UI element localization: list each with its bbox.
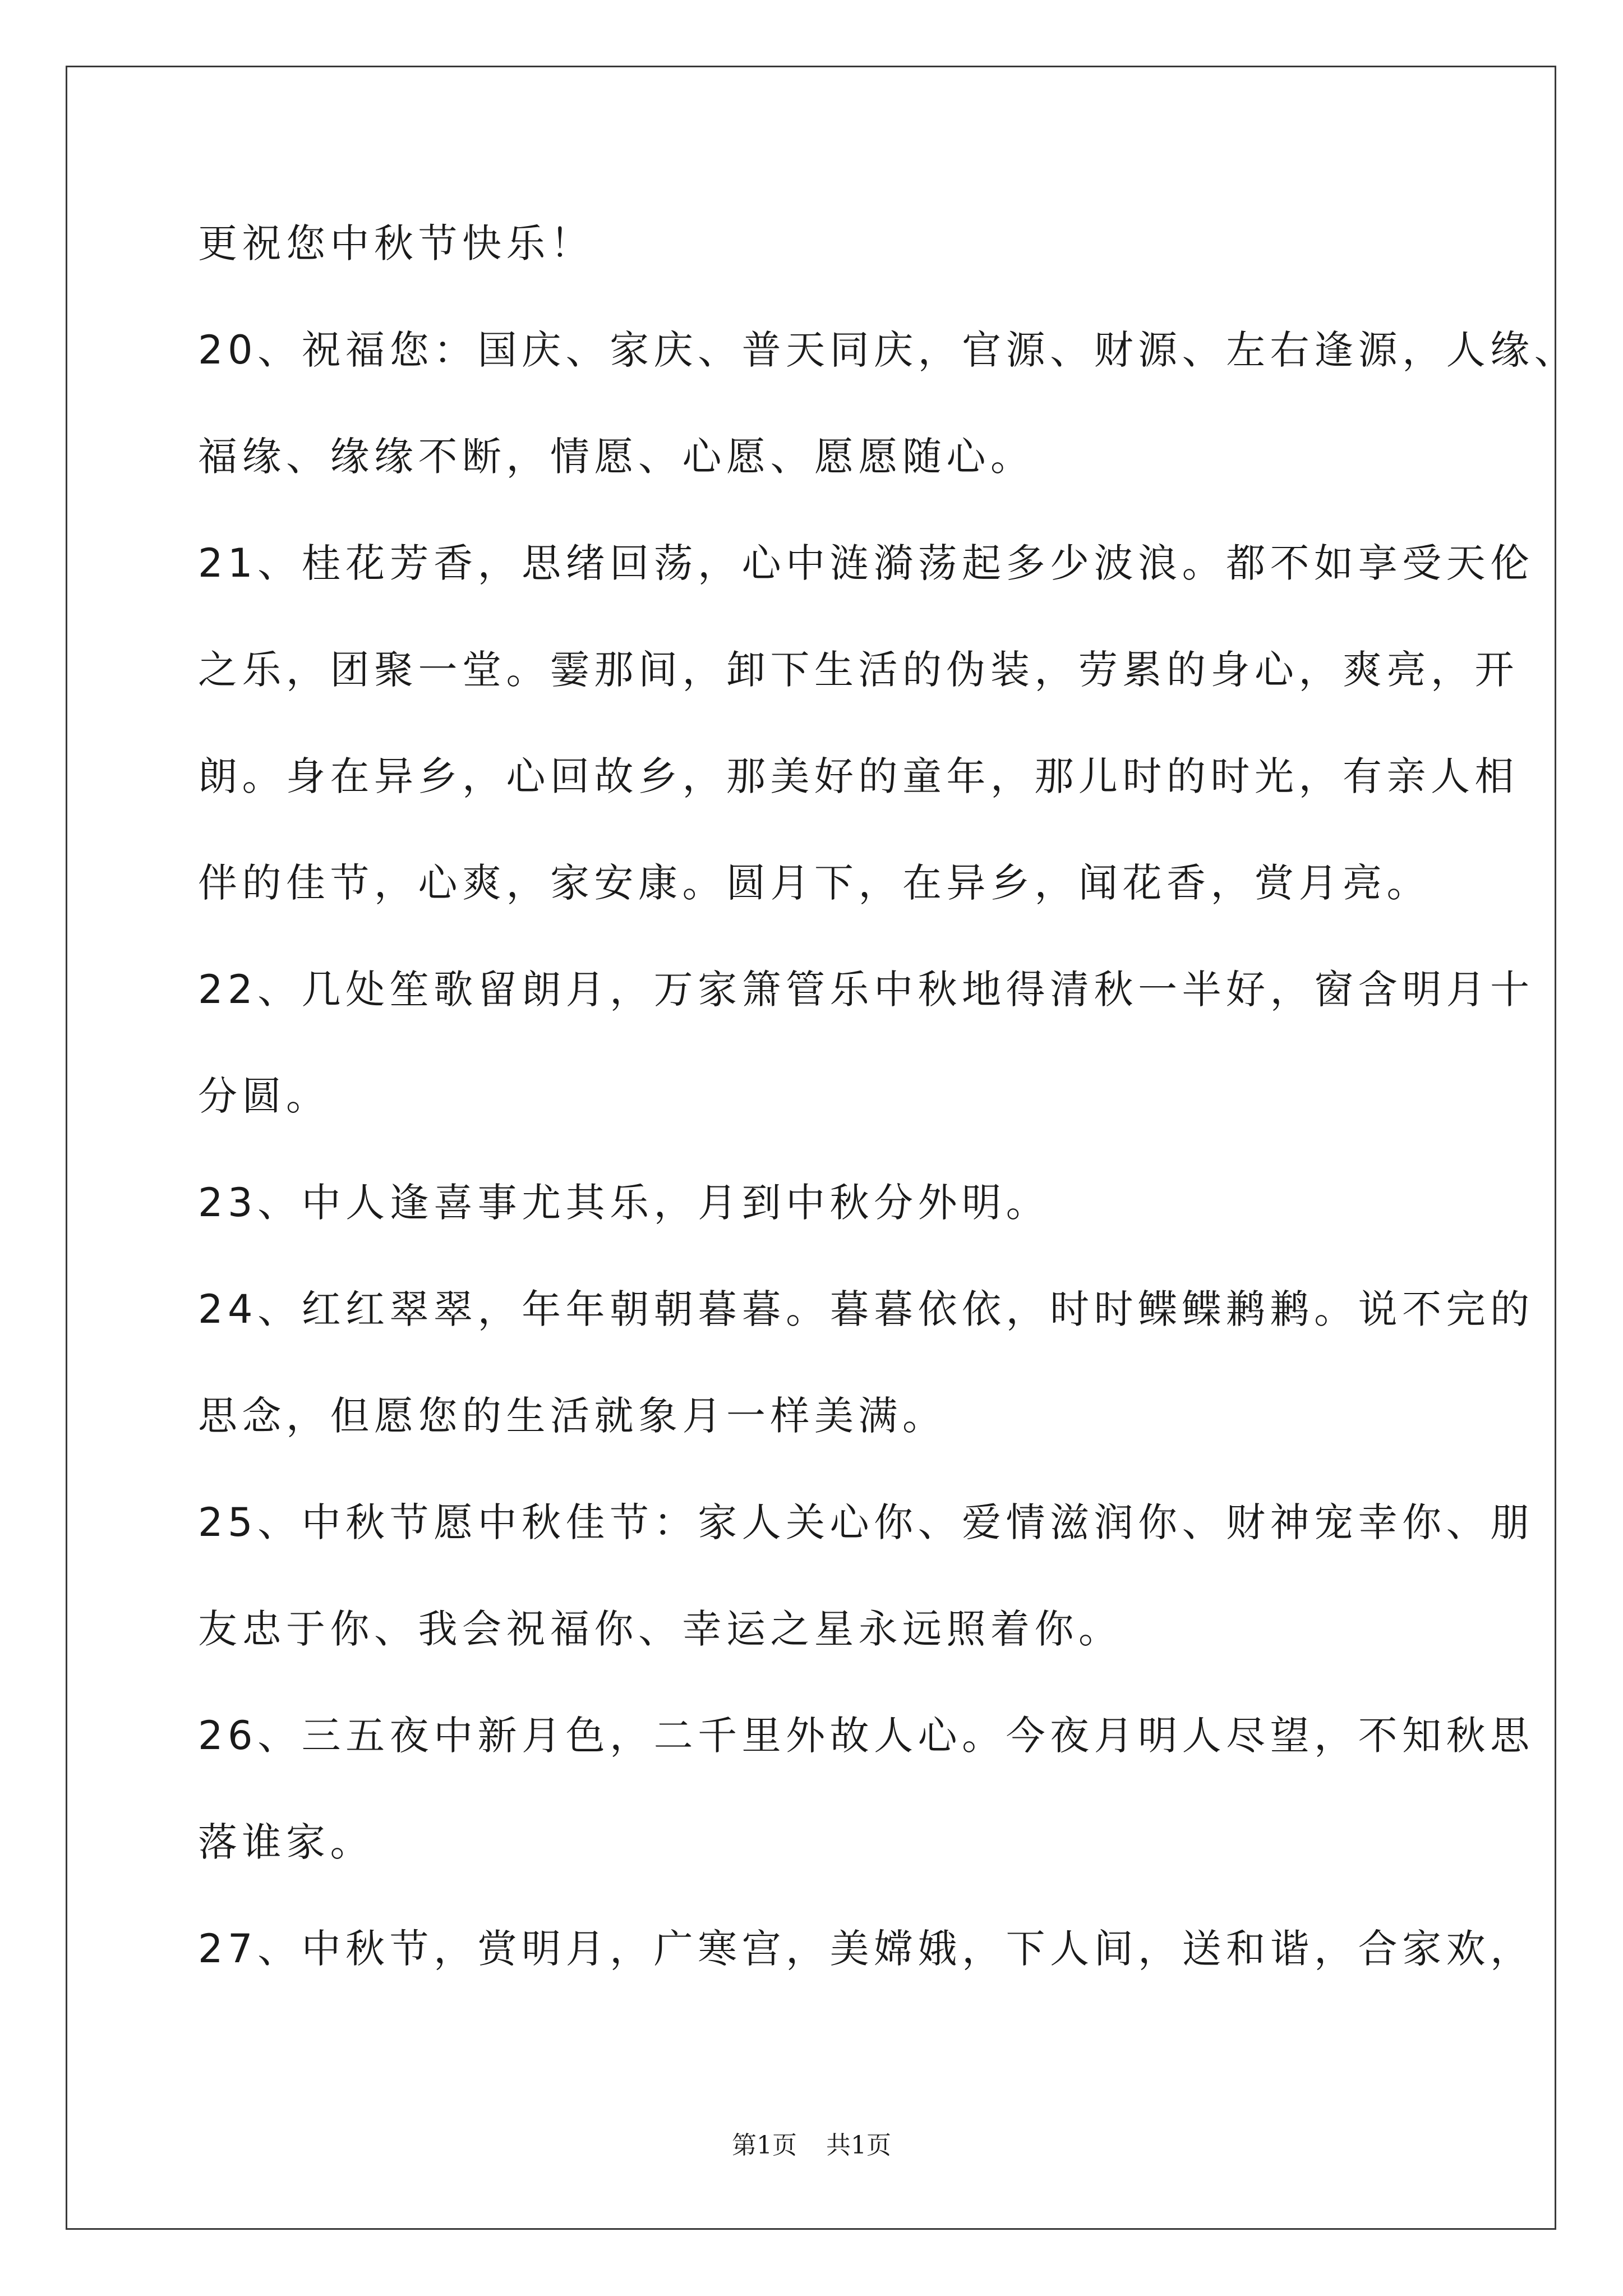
text-line: 24、红红翠翠，年年朝朝暮暮。暮暮依依，时时鲽鲽鹣鹣。说不完的 (198, 1286, 1534, 1332)
text-line: 分圆。 (198, 1073, 330, 1119)
text-line: 26、三五夜中新月色，二千里外故人心。今夜月明人尽望，不知秋思 (198, 1713, 1534, 1759)
text-line: 21、桂花芳香，思绪回荡，心中涟漪荡起多少波浪。都不如享受天伦 (198, 540, 1534, 586)
text-line: 25、中秋节愿中秋佳节：家人关心你、爱情滋润你、财神宠幸你、朋 (198, 1499, 1534, 1545)
text-line: 20、祝福您：国庆、家庆、普天同庆，官源、财源、左右逢源，人缘、 (198, 327, 1579, 373)
text-line: 22、几处笙歌留朗月，万家箫管乐中秋地得清秋一半好，窗含明月十 (198, 967, 1534, 1013)
text-line: 福缘、缘缘不断，情愿、心愿、愿愿随心。 (198, 434, 1035, 480)
page-total: 共1页 (826, 2131, 891, 2160)
text-line: 伴的佳节，心爽，家安康。圆月下，在异乡，闻花香，赏月亮。 (198, 860, 1431, 906)
document-body (198, 210, 1579, 2022)
text-line: 思念，但愿您的生活就象月一样美满。 (198, 1393, 947, 1439)
text-line: 更祝您中秋节快乐！ (198, 220, 594, 266)
page-footer (0, 2125, 1623, 2161)
text-line: 23、中人逢喜事尤其乐，月到中秋分外明。 (198, 1180, 1050, 1226)
text-line: 之乐，团聚一堂。霎那间，卸下生活的伪装，劳累的身心，爽亮，开 (198, 647, 1519, 693)
text-line: 27、中秋节，赏明月，广寒宫，美嫦娥，下人间，送和谐，合家欢， (198, 1926, 1534, 1972)
text-line: 朗。身在异乡，心回故乡，那美好的童年，那儿时的时光，有亲人相 (198, 753, 1519, 799)
text-line: 落谁家。 (198, 1819, 374, 1865)
text-line: 友忠于你、我会祝福你、幸运之星永远照着你。 (198, 1606, 1123, 1652)
page-number: 第1页 (732, 2131, 797, 2160)
